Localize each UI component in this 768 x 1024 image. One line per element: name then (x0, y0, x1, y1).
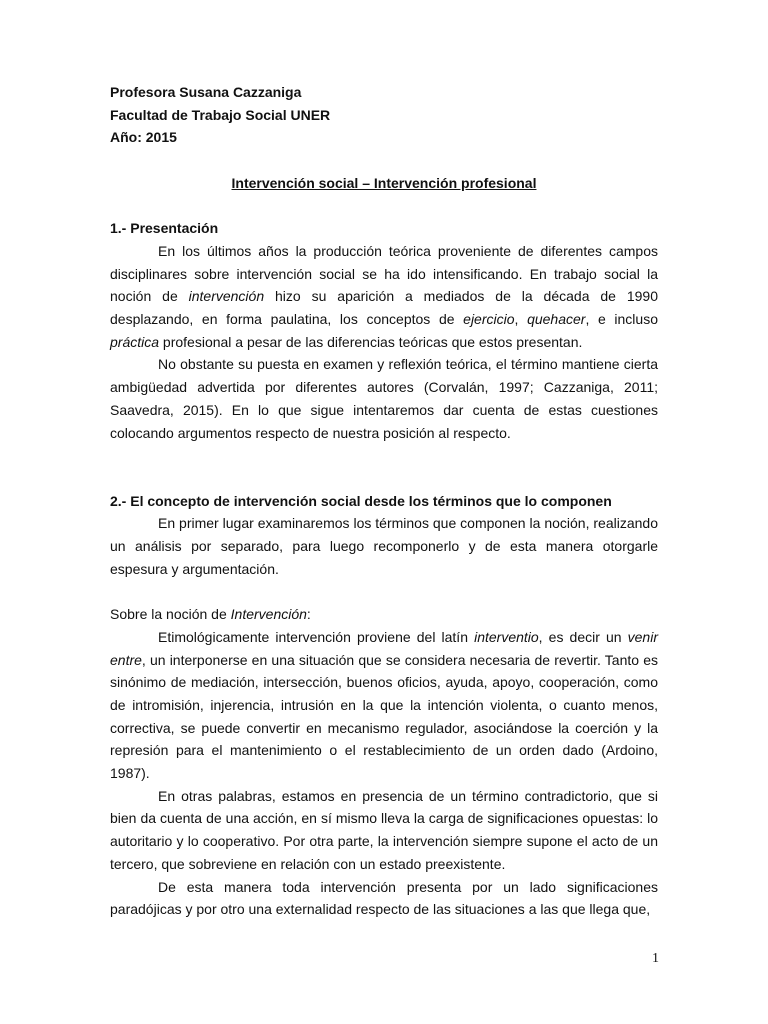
spacer (110, 467, 658, 490)
italic-run: práctica (110, 333, 160, 350)
section-2-paragraph-3: En otras palabras, estamos en presencia de un término contradictorio, que si bien da cuenta de una acción, en sí mismo lleva la carga de significaciones opuestas: lo autoritario y lo cooperativo. Por otra parte, la intervención siempre supone el acto de un tercero, que sobreviene en relación con un estado preexistente. (110, 787, 658, 872)
text-run: : (306, 606, 311, 623)
italic-run: Intervención (230, 606, 307, 623)
section-1-paragraph-2: No obstante su puesta en examen y reflexión teórica, el término mantiene cierta ambigüedad advertida por diferentes autores (Corvalán, 1997; Cazzaniga, 2011; Saavedra, 2015). En lo que sigue intentaremos dar cuenta de estas cuestiones colocando argumentos respecto de nuestra posición al respecto. (110, 356, 658, 441)
text-run: hizo su aparición a mediados de la década de 1990 desplazando, en forma paulatina, los conceptos de (110, 288, 658, 327)
text-run: profesional a pesar de las diferencias teóricas que estos presentan. (159, 333, 583, 350)
section-2-paragraph-4: De esta manera toda intervención presenta por un lado significaciones paradójicas y por otro una externalidad respecto de las situaciones a las que llega que, (110, 878, 658, 918)
institution-line: Facultad de Trabajo Social UNER (110, 106, 331, 123)
author-line: Profesora Susana Cazzaniga (110, 84, 302, 100)
text-run: En los últimos años la producción teórica proveniente de diferentes campos disciplinares sobre intervención social se ha ido intensificando. En trabajo social la noción de (110, 242, 658, 305)
text-run: , un interponerse en una situación que se considera necesaria de revertir. Tanto es sinónimo de mediación, intersección, buenos oficios, ayuda, apoyo, cooperación, como de intromisión, injerencia, intrusión en la que la intención violenta, o cuanto menos, correctiva, se puede convertir en mecanismo regulador, asociándose la coerción y la represión para el mantenimiento o el restablecimiento de un orden dado (Ardoino, 1987). (110, 651, 658, 782)
section-2-subheading (110, 603, 658, 626)
document-body (110, 81, 658, 921)
page-number: 1 (652, 951, 659, 966)
text-run: Sobre la noción de (110, 606, 231, 623)
italic-run: quehacer (527, 311, 586, 327)
text-run: , e incluso (585, 311, 658, 327)
italic-run: venir entre (110, 628, 658, 668)
section-2-paragraph-2 (110, 626, 658, 785)
spacer (110, 444, 658, 467)
spacer (110, 195, 658, 218)
spacer (110, 580, 658, 603)
text-run: , es decir un (538, 628, 628, 645)
section-1-heading: 1.- Presentación (110, 220, 219, 237)
document-title-text: Intervención social – Intervención profesional (231, 174, 537, 191)
italic-run: intervención (188, 288, 265, 305)
italic-run: interventio (474, 628, 539, 645)
year-line: Año: 2015 (110, 129, 177, 146)
text-run: , (514, 311, 528, 327)
italic-run: ejercicio (463, 311, 515, 327)
section-1-paragraph-1 (110, 240, 658, 354)
document-title (110, 172, 658, 195)
spacer (110, 149, 658, 172)
text-run: Etimológicamente intervención proviene del latín (158, 628, 475, 645)
section-2-paragraph-1: En primer lugar examinaremos los términos que componen la noción, realizando un análisis por separado, para luego recomponerlo y de esta manera otorgarle espesura y argumentación. (110, 515, 658, 577)
section-2-heading: 2.- El concepto de intervención social desde los términos que lo componen (110, 492, 612, 509)
